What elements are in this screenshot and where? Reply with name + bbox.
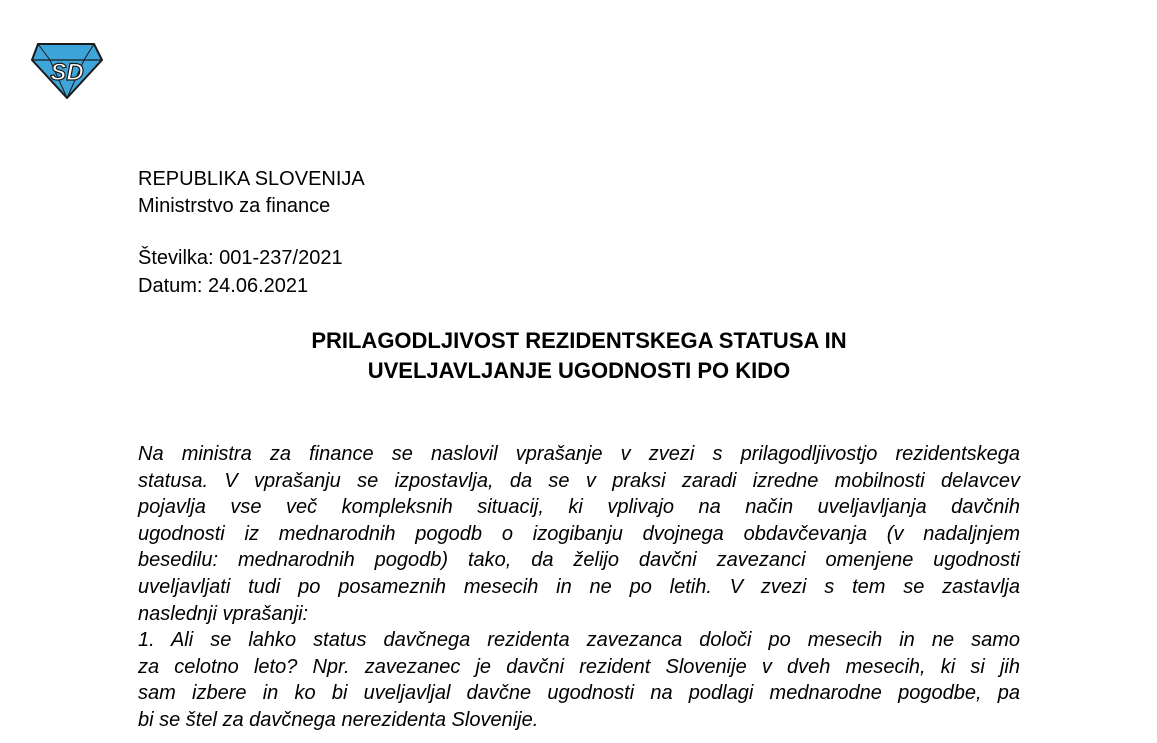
document-date: Datum: 24.06.2021 (138, 275, 309, 297)
sender-header (138, 166, 365, 220)
document-meta (138, 244, 343, 300)
body-paragraph (138, 441, 1020, 734)
logo-letters: SD (50, 59, 84, 86)
body-line: statusa. V vprašanju se izpostavlja, da se v praksi zaradi izredne mobilnosti delavcev (138, 469, 1020, 492)
body-line: Na ministra za finance se naslovil vprašanje v zvezi s prilagodljivostjo rezidentskega (138, 443, 1020, 465)
republic-name: REPUBLIKA SLOVENIJA (138, 168, 365, 190)
document-number: Številka: 001-237/2021 (138, 247, 343, 269)
title-line-2: UVELJAVLJANJE UGODNOSTI PO KIDO (367, 358, 791, 383)
body-line: besedilu: mednarodnih pogodb) tako, da želijo davčni zavezanci omenjene ugodnosti (138, 549, 1020, 572)
body-line: pojavlja vse več kompleksnih situacij, ki vplivajo na način uveljavljanja davčnih (138, 496, 1020, 519)
body-line: bi se štel za davčnega nerezidenta Slovenije. (138, 708, 539, 731)
ministry-name: Ministrstvo za finance (138, 195, 331, 217)
body-line: sam izbere in ko bi uveljavljal davčne ugodnosti na podlagi mednarodne pogodbe, pa (138, 682, 1020, 705)
body-line: naslednji vprašanji: (138, 602, 309, 625)
title-line-1: PRILAGODLJIVOST REZIDENTSKEGA STATUSA IN (311, 328, 847, 353)
document-title (138, 326, 1020, 386)
body-line: uveljavljati tudi po posameznih mesecih in ne po letih. V zvezi s tem se zastavlja (138, 575, 1020, 598)
body-line: 1. Ali se lahko status davčnega rezidenta zavezanca določi po mesecih in ne samo (138, 629, 1020, 652)
body-line: ugodnosti iz mednarodnih pogodb o izogibanju dvojnega obdavčevanja (v nadaljnjem (138, 522, 1020, 545)
sd-shield-logo-icon (30, 40, 104, 100)
body-line: za celotno leto? Npr. zavezanec je davčni rezident Slovenije v dveh mesecih, ki si jih (138, 655, 1020, 678)
